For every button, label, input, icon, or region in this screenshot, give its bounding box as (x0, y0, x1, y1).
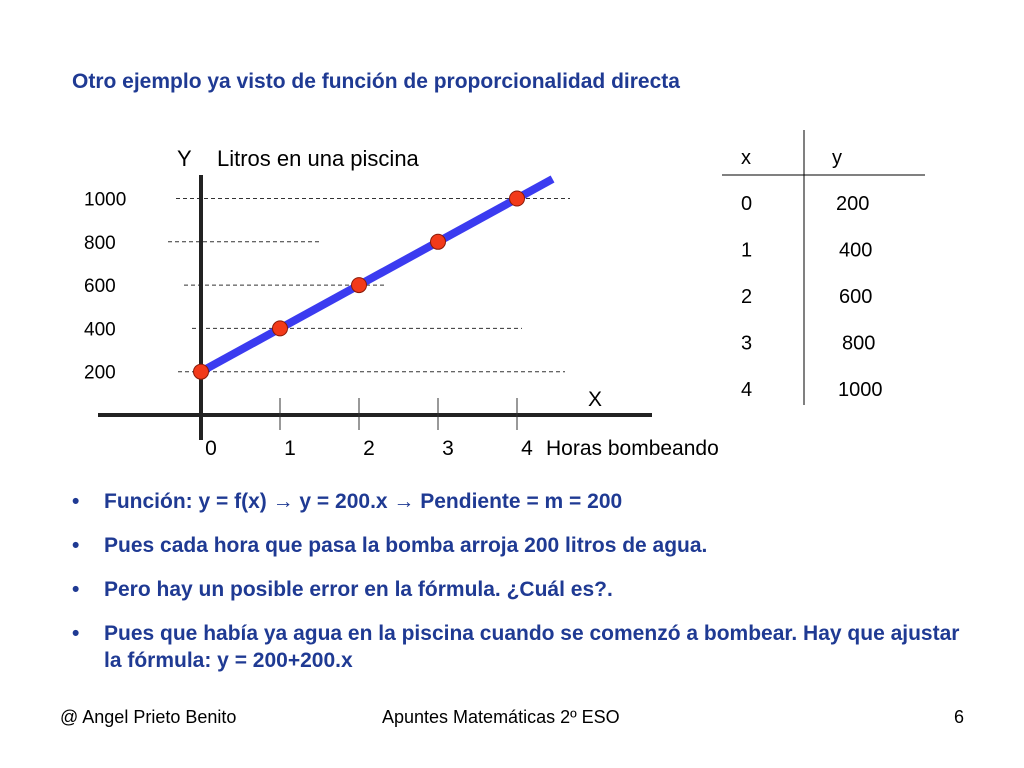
footer-author: @ Angel Prieto Benito (60, 707, 237, 727)
data-point (352, 278, 367, 293)
slide-title: Otro ejemplo ya visto de función de proporcionalidad directa (72, 70, 680, 93)
data-point (273, 321, 288, 336)
y-tick-label: 1000 (84, 189, 127, 211)
table-cell-x: 0 (741, 193, 753, 215)
bullet-text: Pero hay un posible error en la fórmula. ¿Cuál es?. (104, 578, 613, 601)
y-tick-label: 800 (84, 232, 116, 254)
bullet-dot: • (72, 490, 80, 513)
table-cell-y: 600 (839, 286, 873, 308)
table-cell-x: 1 (741, 239, 753, 262)
x-tick-label: 1 (284, 437, 296, 460)
table-cell-x: 4 (741, 379, 753, 401)
data-point (431, 234, 446, 249)
bullet-item (72, 532, 972, 559)
bullet-item (72, 488, 972, 515)
bullet-text: Pues que había ya agua en la piscina cuando se comenzó a bombear. Hay que ajustar la fórmula: y = 200+200.x (104, 622, 960, 672)
bullet-list (72, 488, 972, 691)
table-cell-y: 200 (836, 193, 870, 215)
x-tick-label: 4 (521, 437, 533, 460)
table-cell-x: 3 (741, 332, 753, 355)
y-tick-label: 600 (84, 276, 116, 298)
bullet-dot: • (72, 622, 80, 645)
bullet-text: Pues cada hora que pasa la bomba arroja 200 litros de agua. (104, 534, 708, 557)
bullet-text: Función: y = f(x) → y = 200.x → Pendiente = m = 200 (104, 490, 623, 513)
chart-labels (84, 146, 719, 460)
y-tick-label: 400 (84, 319, 116, 341)
x-tick-label: 2 (363, 437, 375, 460)
y-axis-label: Y (177, 146, 192, 171)
footer-course: Apuntes Matemáticas 2º ESO (382, 707, 620, 727)
bullet-item (72, 576, 972, 603)
series-line (200, 179, 552, 372)
table-cell-x: 2 (741, 286, 753, 308)
y-axis-title: Litros en una piscina (217, 146, 419, 171)
x-axis-label: X (588, 388, 603, 411)
table-cell-y: 1000 (838, 379, 883, 401)
bullet-dot: • (72, 578, 80, 601)
x-axis-title: Horas bombeando (546, 437, 719, 460)
y-tick-label: 200 (84, 362, 116, 384)
table-header-x: x (741, 147, 751, 169)
table-cell-y: 800 (842, 332, 876, 355)
table-cell-y: 400 (839, 239, 873, 262)
guide-lines (168, 199, 570, 372)
bullet-dot: • (72, 534, 80, 557)
data-point (510, 191, 525, 206)
data-point (194, 364, 209, 379)
value-table (722, 130, 925, 405)
bullet-item (72, 620, 972, 674)
x-tick-label: 0 (205, 437, 217, 460)
axes (98, 175, 652, 440)
x-tick-label: 3 (442, 437, 454, 460)
data-series (194, 179, 553, 379)
table-header-y: y (832, 147, 842, 169)
footer-page-number: 6 (954, 707, 965, 727)
